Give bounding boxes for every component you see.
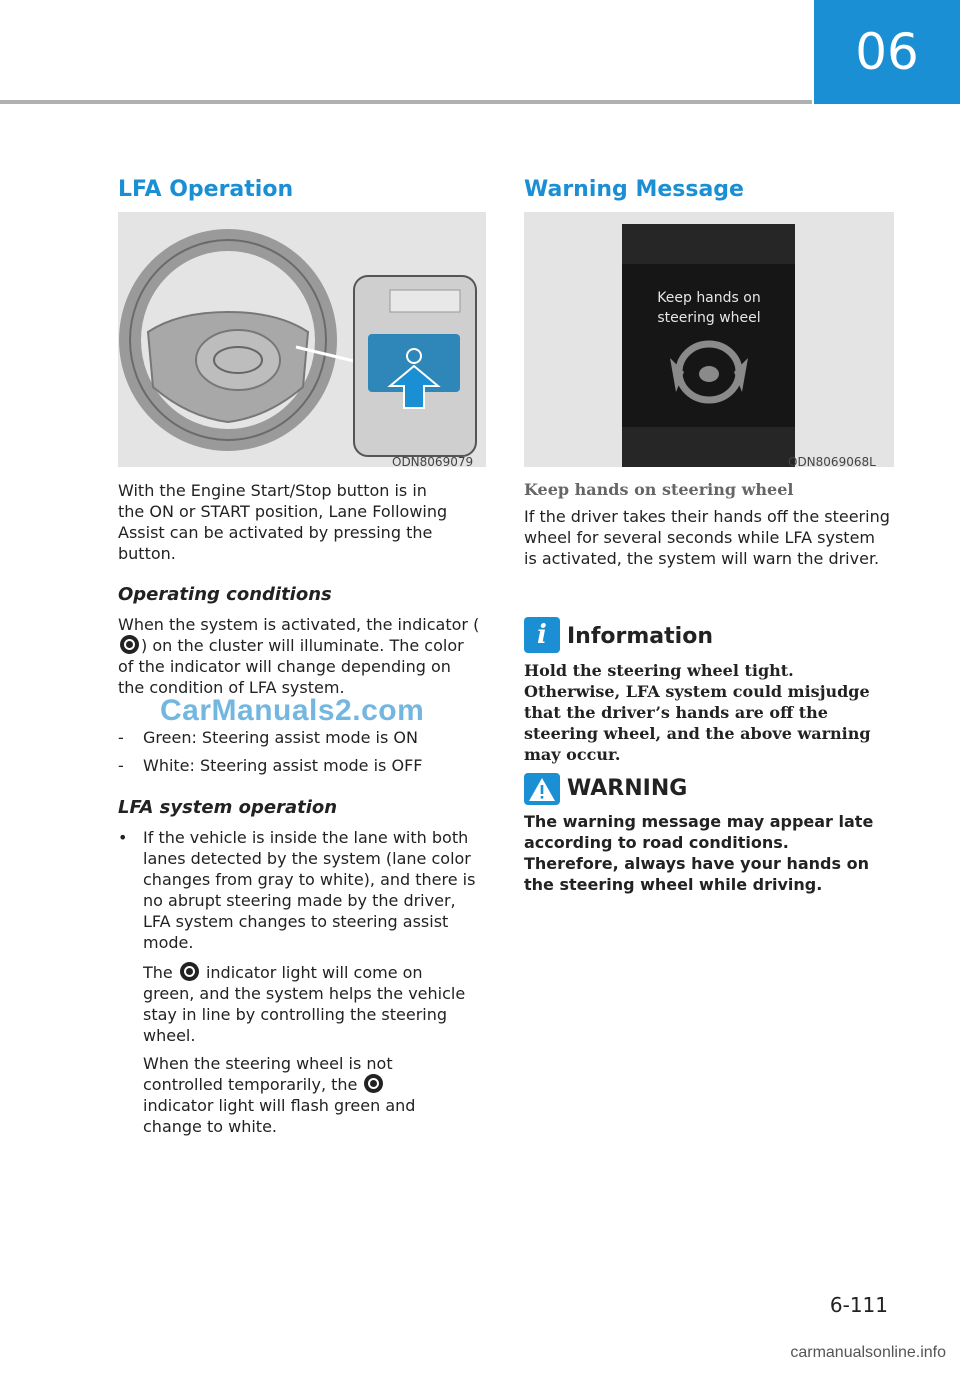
warning-text: The warning message may appear late according to road conditions. Therefore, always have your hands on the steering wheel while driving. [524,812,874,894]
cluster-warning-figure [524,212,894,467]
para1-pre: The [143,963,173,982]
page-number: 6-111 [829,1293,888,1317]
intro-paragraph: With the Engine Start/Stop button is in the ON or START position, Lane Following Assist can be activated by pressing the button. [118,481,448,563]
operating-conditions-heading: Operating conditions [118,584,332,605]
info-icon: i [524,617,560,653]
dash-marker: - [118,756,124,775]
system-bullet-text: If the vehicle is inside the lane with both lanes detected by the system (lane color changes from gray to white), and there is no abrupt steering made by the driver, LFA system changes to steering assist mode. [143,828,476,952]
lfa-indicator-icon [364,1074,383,1093]
footer-watermark: carmanualsonline.info [790,1344,946,1361]
list-item-green-text: Green: Steering assist mode is ON [143,728,418,747]
list-item-white-text: White: Steering assist mode is OFF [143,756,423,775]
steering-wheel-illustration [118,212,486,467]
lfa-indicator-icon [120,635,139,654]
figure-code-left: ODN8069079 [392,455,474,469]
warning-caption: Keep hands on steering wheel [524,480,794,499]
screen-text-line2: steering wheel [657,310,761,326]
lfa-indicator-icon [180,962,199,981]
operating-text-post: ) on the cluster will illuminate. The color of the indicator will change depending on the condition of LFA system. [118,636,464,697]
operating-text-pre: When the system is activated, the indicator ( [118,615,480,634]
steering-wheel-figure [118,212,486,467]
dash-marker: - [118,728,124,747]
carmanuals-watermark: CarManuals2.com [160,694,425,727]
cluster-screen-illustration [524,212,894,467]
figure-code-right: ODN8069068L [788,455,876,469]
information-heading: Information [567,624,713,649]
warning-body: If the driver takes their hands off the steering wheel for several seconds while LFA system is activated, the system will warn the driver. [524,507,890,568]
list-item-green [118,727,478,748]
operating-conditions-paragraph [118,614,480,698]
warning-icon [524,773,560,805]
warning-triangle-icon [524,773,560,805]
para2-post: indicator light will flash green and change to white. [143,1096,416,1136]
section-title-lfa-operation: LFA Operation [118,177,294,202]
system-paragraph-2 [143,1053,443,1137]
para2-pre: When the steering wheel is not controlled temporarily, the [143,1054,393,1094]
system-bullet [118,827,484,953]
section-title-warning-message: Warning Message [524,177,744,202]
chapter-tab: 06 [814,0,960,104]
bullet-marker: • [118,828,128,847]
header-rule [0,100,812,104]
information-text: Hold the steering wheel tight. Otherwise, LFA system could misjudge that the driver’s hands are off the steering wheel, and the above warning may occur. [524,661,871,764]
screen-text-line1: Keep hands on [657,290,761,306]
lfa-system-operation-heading: LFA system operation [118,797,338,818]
list-item-white [118,755,478,776]
system-paragraph-1 [143,962,478,1046]
para1-post: indicator light will come on green, and the system helps the vehicle stay in line by controlling the steering wheel. [143,963,466,1045]
warning-heading: WARNING [567,776,688,801]
